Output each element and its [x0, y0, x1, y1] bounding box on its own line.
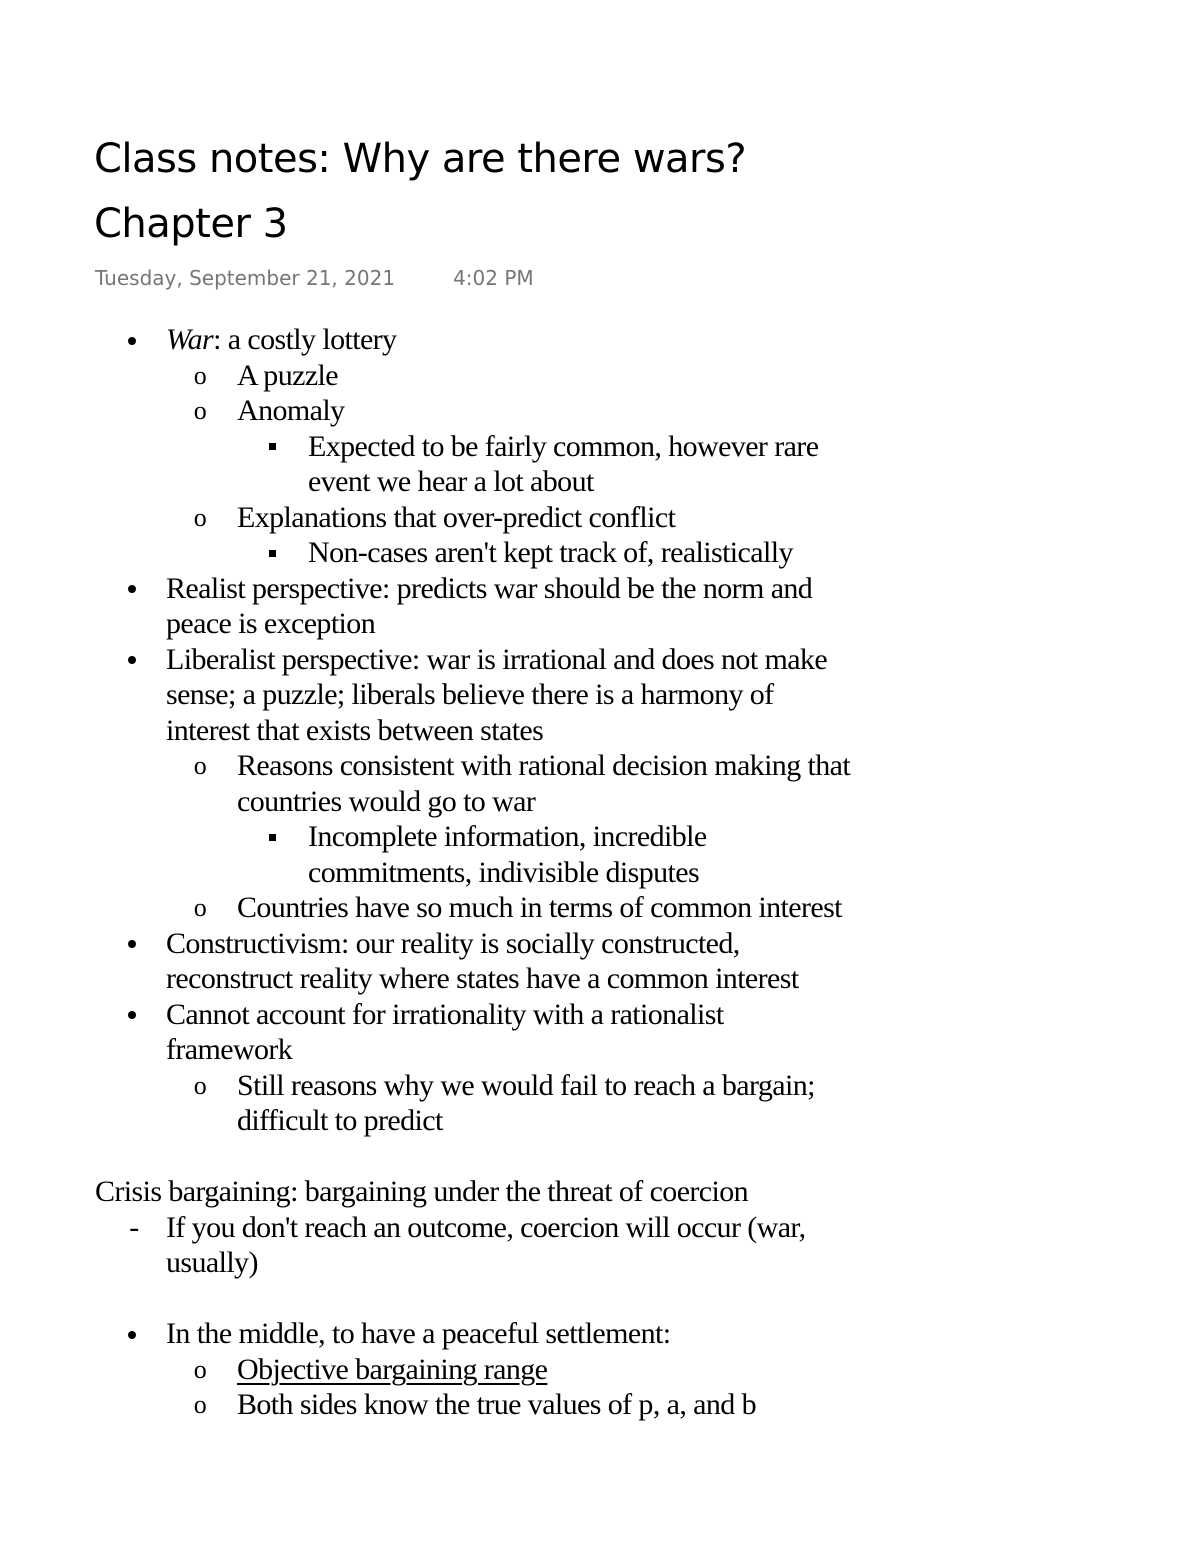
list-item	[0, 1352, 1200, 1388]
list-item	[0, 1316, 1200, 1352]
list-item-text: Incomplete information, incredible	[308, 820, 707, 853]
list-item-text: Reasons consistent with rational decision making that	[237, 749, 851, 782]
list-item	[0, 358, 1200, 394]
list-item-continuation	[0, 784, 1200, 820]
list-item	[0, 1210, 1200, 1246]
dash-bullet-icon: -	[129, 1210, 139, 1244]
bullet-icon	[122, 1316, 142, 1352]
list-item-text: interest that exists between states	[166, 713, 544, 747]
list-item	[0, 642, 1200, 678]
list-item-text: Explanations that over-predict conflict	[237, 500, 676, 534]
list-item-text: Both sides know the true values of p, a, and b	[237, 1388, 756, 1421]
list-item-continuation	[0, 961, 1200, 997]
list-item-continuation	[0, 855, 1200, 891]
circle-bullet-icon: o	[193, 893, 207, 922]
circle-bullet-icon: o	[193, 1390, 207, 1419]
blank-line	[0, 1139, 1200, 1175]
notes-body	[0, 322, 1200, 1434]
list-item-continuation	[0, 1032, 1200, 1068]
page-subtitle: Chapter 3	[94, 201, 288, 247]
bullet-icon	[122, 571, 142, 607]
circle-bullet-icon: o	[193, 396, 207, 425]
circle-bullet-icon: o	[193, 360, 207, 390]
blank-line	[0, 1281, 1200, 1317]
list-item	[0, 819, 1200, 855]
list-item-text: usually)	[166, 1246, 258, 1279]
list-item-text: commitments, indivisible disputes	[308, 855, 700, 889]
list-item-text: In the middle, to have a peaceful settlement:	[166, 1317, 671, 1350]
list-item-continuation	[0, 1245, 1200, 1281]
list-item	[0, 890, 1200, 926]
list-item-continuation	[0, 713, 1200, 749]
underlined-term: Objective bargaining range	[237, 1352, 548, 1386]
bullet-icon	[122, 997, 142, 1033]
list-item-text: countries would go to war	[237, 784, 536, 818]
circle-bullet-icon: o	[193, 502, 207, 532]
list-item-text: sense; a puzzle; liberals believe there is a harmony of	[166, 678, 774, 711]
list-item-continuation	[0, 1103, 1200, 1139]
list-item	[0, 997, 1200, 1033]
paragraph-text: Crisis bargaining: bargaining under the threat of coercion	[95, 1175, 749, 1208]
list-item-text: event we hear a lot about	[308, 465, 594, 498]
list-item	[0, 500, 1200, 536]
list-item	[0, 535, 1200, 571]
list-item-text: Countries have so much in terms of common interest	[237, 891, 842, 924]
list-item-text: difficult to predict	[237, 1104, 443, 1137]
list-item	[0, 1387, 1200, 1423]
list-item-text: If you don't reach an outcome, coercion will occur (war,	[166, 1210, 806, 1244]
list-item-text: framework	[166, 1033, 293, 1066]
list-item	[0, 393, 1200, 429]
list-item-text: Anomaly	[237, 394, 345, 427]
list-item-text: Non-cases aren't kept track of, realistically	[308, 536, 793, 569]
square-bullet-icon	[264, 429, 280, 465]
bullet-icon	[122, 642, 142, 678]
list-item-text: Still reasons why we would fail to reach a bargain;	[237, 1068, 815, 1102]
list-item-text: Cannot account for irrationality with a rationalist	[166, 997, 724, 1031]
list-item-continuation	[0, 464, 1200, 500]
list-item	[0, 571, 1200, 607]
square-bullet-icon	[264, 535, 280, 571]
list-item-text: peace is exception	[166, 607, 376, 640]
term-war: War	[166, 323, 214, 356]
list-item-text: Expected to be fairly common, however rare	[308, 429, 819, 463]
list-item-text: Realist perspective: predicts war should be the norm and	[166, 571, 813, 605]
bullet-icon	[122, 322, 142, 358]
list-item	[0, 926, 1200, 962]
list-item-text: : a costly lottery	[213, 323, 397, 356]
list-item-text: Constructivism: our reality is socially constructed,	[166, 926, 740, 960]
list-item-continuation	[0, 606, 1200, 642]
list-item-continuation	[0, 677, 1200, 713]
list-item-text: A puzzle	[237, 358, 338, 392]
timestamp-line	[95, 266, 534, 290]
list-item-text: Liberalist perspective: war is irrational and does not make	[166, 642, 828, 676]
list-item	[0, 322, 1200, 358]
list-item	[0, 1068, 1200, 1104]
bullet-icon	[122, 926, 142, 962]
circle-bullet-icon: o	[193, 1070, 207, 1100]
list-item	[0, 429, 1200, 465]
date-text: Tuesday, September 21, 2021	[95, 266, 396, 290]
time-text: 4:02 PM	[453, 266, 534, 290]
square-bullet-icon	[264, 819, 280, 855]
circle-bullet-icon: o	[193, 1354, 207, 1384]
paragraph	[0, 1174, 1200, 1210]
circle-bullet-icon: o	[193, 751, 207, 780]
list-item-text: reconstruct reality where states have a common interest	[166, 962, 799, 995]
page-title: Class notes: Why are there wars?	[94, 136, 747, 182]
list-item	[0, 748, 1200, 784]
